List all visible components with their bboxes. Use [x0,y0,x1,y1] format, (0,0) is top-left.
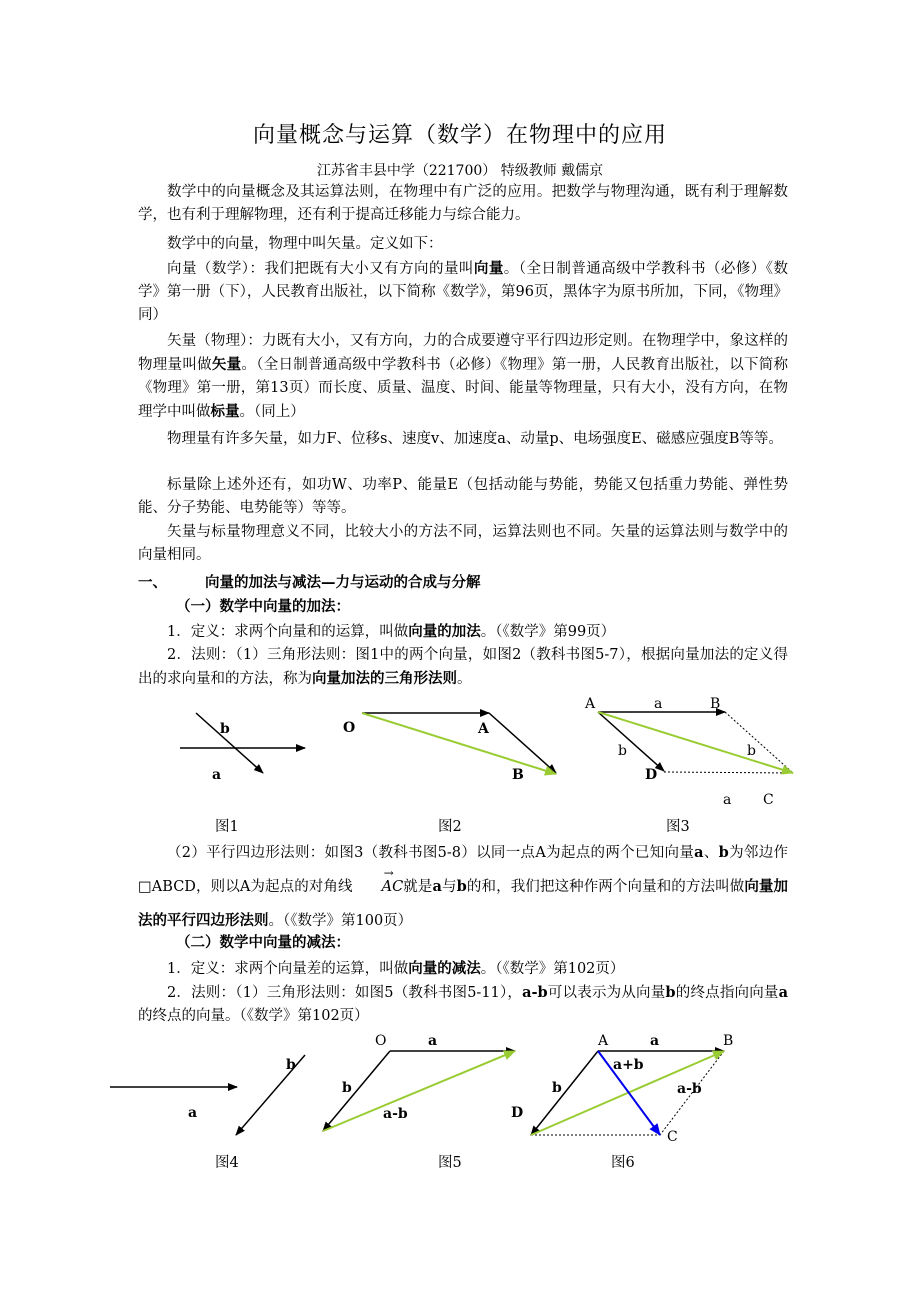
figure-5 [323,1033,515,1131]
fig6-label-a-minus-b: a-b [677,1081,702,1097]
fig1-label-a: a [212,767,222,783]
vector-ob-sum-arrow [362,713,556,774]
fig6-label-D: D [511,1105,524,1121]
fig5-label-b: b [342,1080,352,1096]
vector-b-arrow [323,1051,390,1131]
edge-bc-dotted [725,712,793,773]
parallelogram-rule: （2）平行四边形法则：如图3（教科书图5-8）以同一点A为起点的两个已知向量a、b为邻边作□ABCD，则以A为起点的对角线→ AC就是a与b的和，我们把这种作两个向量和的方法叫做向量加法的平行四边形法则。（《数学》第100页） [138,836,788,938]
fig6-label-b: b [552,1080,562,1096]
subsection-addition: （一）数学中向量的加法： [176,599,350,615]
section-heading-1: 一、 向量的加法与减法—力与运动的合成与分解 [138,575,481,591]
vector-phys-definition: 矢量（物理）：力既有大小，又有方向，力的合成要遵守平行四边形定则。在物理学中，象这样的物理量叫做矢量。（全日制普通高级中学教科书（必修）《物理》第一册，人民教育出版社，以下简称《物理》第一册，第13页）而长度、质量、温度、时间、能量等物理量，只有大小，没有方向，在物理学中叫做标量。（同上） [138,333,789,420]
edge-dc-dotted [664,772,793,773]
fig6-label-a-plus-b: a+b [613,1057,644,1073]
fig6-label-a: a [650,1033,660,1049]
addition-definition: 1．定义：求两个向量和的运算，叫做向量的加法。（《数学》第99页） [167,623,616,640]
figure-1 [180,713,305,783]
author-line: 江苏省丰县中学（221700） 特级教师 戴儒京 [316,163,604,179]
subtraction-definition: 1．定义：求两个向量差的运算，叫做向量的减法。（《数学》第102页） [167,960,625,977]
caption-fig-5: 图5 [438,1155,462,1171]
fig3-label-A: A [585,696,596,712]
vector-ad-arrow [598,712,664,771]
fig3-label-a-bottom: a [723,792,732,808]
fig6-label-B: B [723,1033,734,1049]
fig6-label-A: A [598,1033,609,1049]
fig3-label-b-right: b [747,743,756,759]
vector-list: 物理量有许多矢量，如力F、位移s、速度v、加速度a、动量p、电场强度E、磁感应强度B等等。 [167,431,783,447]
subtraction-rule: 2．法则：（1）三角形法则：如图5（教科书图5-11），a-b可以表示为从向量b的终点指向向量a的终点的向量。（《数学》第102页） [138,984,789,1024]
addition-rule: 2．法则：（1）三角形法则：图1中的两个向量，如图2（教科书图5-7），根据向量加法的定义得出的求向量和的方法，称为向量加法的三角形法则。 [138,647,788,687]
caption-fig-4: 图4 [215,1155,239,1171]
rules-paragraph: 矢量与标量物理意义不同，比较大小的方法不同，运算法则也不同。矢量的运算法则与数学中的向量相同。 [138,524,788,563]
page-title: 向量概念与运算（数学）在物理中的应用 [252,123,667,148]
fig3-label-b-left: b [618,743,627,759]
fig5-label-a: a [428,1033,438,1049]
caption-fig-6: 图6 [611,1155,635,1171]
vector-definition: 向量（数学）：我们把既有大小又有方向的量叫向量。（全日制普通高级中学教科书（必修）《数学》第一册（下），人民教育出版社，以下简称《数学》，第96页，黑体字为原书所加，下同，《物理》同） [138,260,789,323]
fig4-label-b: b [286,1057,296,1073]
fig3-label-D: D [645,767,658,783]
fig2-label-a: A [478,721,489,737]
fig2-label-b: B [512,767,524,783]
fig3-label-a: a [654,696,663,712]
caption-fig-3: 图3 [666,819,690,835]
fig4-label-a: a [188,1105,198,1121]
fig1-label-b: b [220,721,230,737]
fig5-label-a-minus-b: a-b [383,1106,408,1122]
fig2-label-o: O [343,720,356,736]
figure-6 [511,1033,733,1145]
vector-ad-arrow [531,1051,598,1135]
definition-intro: 数学中的向量，物理中叫矢量。定义如下： [167,236,443,252]
figure-4 [110,1055,305,1135]
figure-3 [584,696,793,808]
fig3-label-B: B [710,696,721,712]
caption-fig-1: 图1 [215,819,239,835]
scalar-list: 标量除上述外还有，如功W、功率P、能量E（包括动能与势能，势能又包括重力势能、弹性势能、分子势能、电势能等）等等。 [138,477,788,516]
fig6-label-C: C [667,1129,678,1145]
intro-paragraph: 数学中的向量概念及其运算法则，在物理中有广泛的应用。把数学与物理沟通，既有利于理解数学，也有利于理解物理，还有利于提高迁移能力与综合能力。 [138,184,788,223]
vector-ac: → AC [353,870,404,904]
subsection-subtraction: （二）数学中向量的减法： [176,935,350,951]
vector-ac-sum-arrow [598,712,793,773]
caption-fig-2: 图2 [438,819,462,835]
fig5-label-o: O [375,1033,387,1049]
fig3-label-C: C [763,792,774,808]
figure-2 [343,713,556,783]
vector-a-minus-b-arrow [323,1051,515,1131]
